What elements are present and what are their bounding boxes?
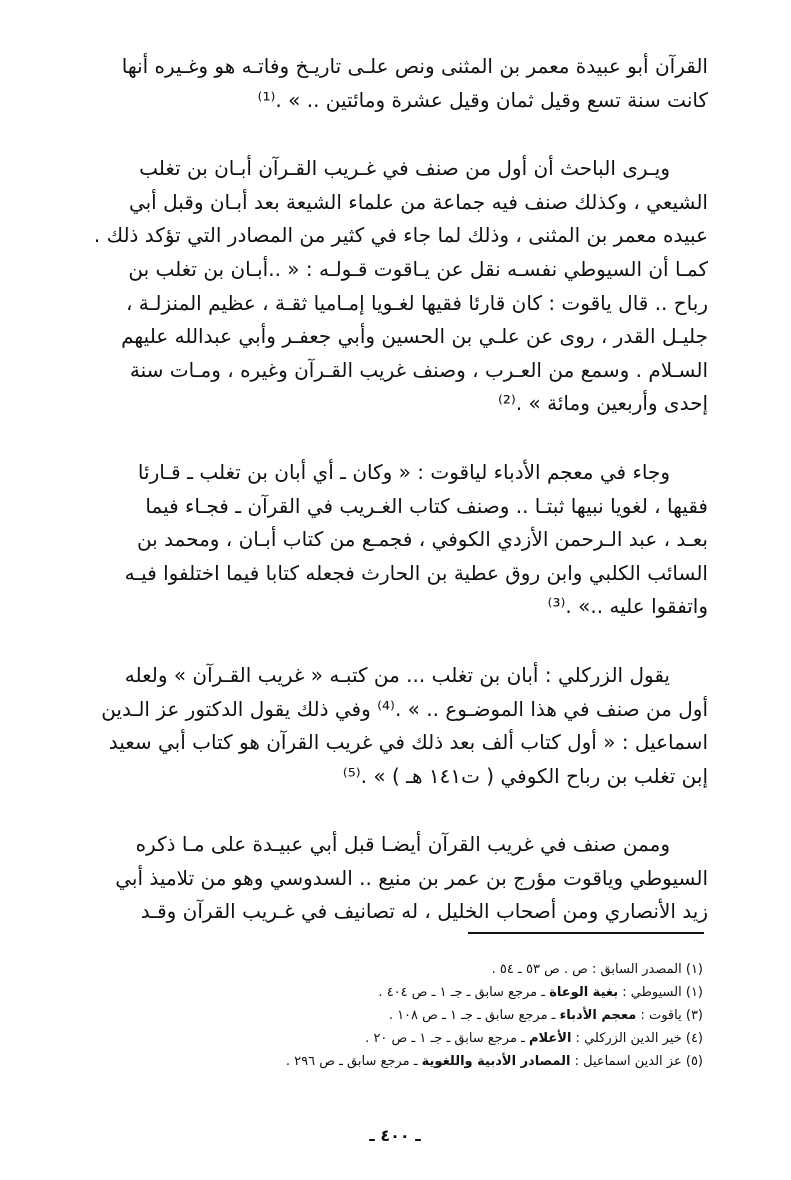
text-line: رباح .. قال ياقوت : كان قارئا فقيها لغـويا إمـاميا ثقـة ، عظيم المنزلـة ، [125, 290, 708, 315]
text-line: القرآن أبو عبيدة معمر بن المثنى ونص علـى تاريـخ وفاتـه هو وغـيره أنها [121, 54, 708, 78]
footnote-text: ـ مرجع سابق ـ ص ٢٩٦ . [285, 1054, 422, 1069]
text-line: وجاء في معجم الأدباء لياقوت : « وكان ـ أي أبان بن تغلب ـ قـارئا [137, 459, 670, 484]
footnote-title: بغية الوعاة [549, 985, 619, 1000]
footnote-title: الأعلام [529, 1031, 572, 1046]
footnote-4 [163, 1027, 703, 1050]
text-line: زيد الأنصاري ومن أصحاب الخليل ، له تصانيف في غـريب القرآن وقـد [140, 899, 708, 924]
footnote-text: (٤) خير الدين الزركلي : [571, 1031, 703, 1046]
footnote-2 [163, 981, 703, 1004]
text-line: واتفقوا عليه ..» .⁽³⁾ [547, 594, 708, 619]
footnote-text: ـ مرجع سابق ـ جـ ١ ـ ص ١٠٨ . [388, 1008, 560, 1023]
page-body [88, 50, 708, 964]
text-line: السـلام . وسمع من العـرب ، وصنف غريب القـرآن وغيره ، ومـات سنة [129, 357, 708, 382]
footnote-3 [163, 1004, 703, 1027]
text-line: ويـرى الباحث أن أول من صنف في غـريب القـرآن أبـان بن تغلب [139, 156, 670, 181]
footnote-title: معجم الأدباء [559, 1008, 637, 1023]
text-line: الشيعي ، وكذلك صنف فيه جماعة من علماء الشيعة بعد أبـان وقبل أبي [128, 189, 708, 214]
text-line: وممن صنف في غريب القرآن أيضـا قبل أبي عبيـدة على مـا ذكره [135, 832, 670, 857]
text-line: كانت سنة تسع وقيل ثمان وقيل عشرة ومائتين .. » .⁽¹⁾ [257, 87, 708, 112]
footnote-divider [468, 932, 704, 934]
footnote-title: المصادر الأدبية واللغوية [421, 1054, 571, 1069]
text-line: السيوطي وياقوت مؤرج بن عمر بن منيع .. السدوسي وهو من تلاميذ أبي [115, 865, 708, 890]
text-line: بعـد ، عبد الـرحمن الأزدي الكوفي ، فجمـع من كتاب أبـان ، ومحمد بن [136, 527, 708, 552]
text-line: إحدى وأربعين ومائة » .⁽²⁾ [497, 391, 708, 416]
page-number: ـ ٤٠٠ ـ [369, 1126, 421, 1145]
footnote-1 [163, 958, 703, 981]
footnote-text: ـ مرجع سابق ـ جـ ١ ـ ص ٤٠٤ . [378, 985, 550, 1000]
text-line: يقول الزركلي : أبان بن تغلب ... من كتبـه « غريب القـرآن » ولعله [124, 662, 670, 687]
paragraph-2 [88, 152, 708, 421]
footnotes [163, 958, 703, 1073]
text-line: جليـل القدر ، روى عن علـي بن الحسين وأبي جعفـر وأبي عبدالله عليهم [121, 324, 708, 349]
footnote-text: (١) المصدر السابق : ص . ص ٥٣ ـ ٥٤ . [491, 962, 703, 977]
text-line: إبن تغلب بن رباح الكوفي ( ت١٤١ هـ ) » .⁽⁵⁾ [342, 763, 708, 788]
paragraph-1 [88, 50, 708, 117]
paragraph-3 [88, 456, 708, 624]
text-line: كمـا أن السيوطي نفسـه نقل عن يـاقوت قـولـه : « ..أبـان بن تغلب بن [128, 256, 708, 281]
text-line: عبيده معمر بن المثنى ، وذلك لما جاء في كثير من المصادر التي تؤكد ذلك . [93, 223, 708, 248]
paragraph-5 [88, 828, 708, 929]
text-line: اسماعيل : « أول كتاب ألف بعد ذلك في غريب القرآن هو كتاب أبي سعيد [108, 730, 708, 755]
paragraph-4 [88, 659, 708, 793]
text-line: السائب الكلبي وابن روق عطية بن الحارث فجعله كتابا فيما اختلفوا فيـه [124, 560, 708, 585]
text-line: فقيها ، لغويا نبيها ثبتـا .. وصنف كتاب الغـريب في القرآن ـ فجـاء فيما [145, 493, 708, 518]
footnote-text: ـ مرجع سابق ـ جـ ١ ـ ص ٢٠ . [365, 1031, 529, 1046]
text-line: أول من صنف في هذا الموضـوع .. » .⁽⁴⁾ وفي ذلك يقول الدكتور عز الـدين [101, 696, 708, 721]
footnote-text: (١) السيوطي : [618, 985, 703, 1000]
footnote-text: (٣) ياقوت : [636, 1008, 703, 1023]
footnote-5 [163, 1050, 703, 1073]
footnote-text: (٥) عز الدين اسماعيل : [570, 1054, 703, 1069]
